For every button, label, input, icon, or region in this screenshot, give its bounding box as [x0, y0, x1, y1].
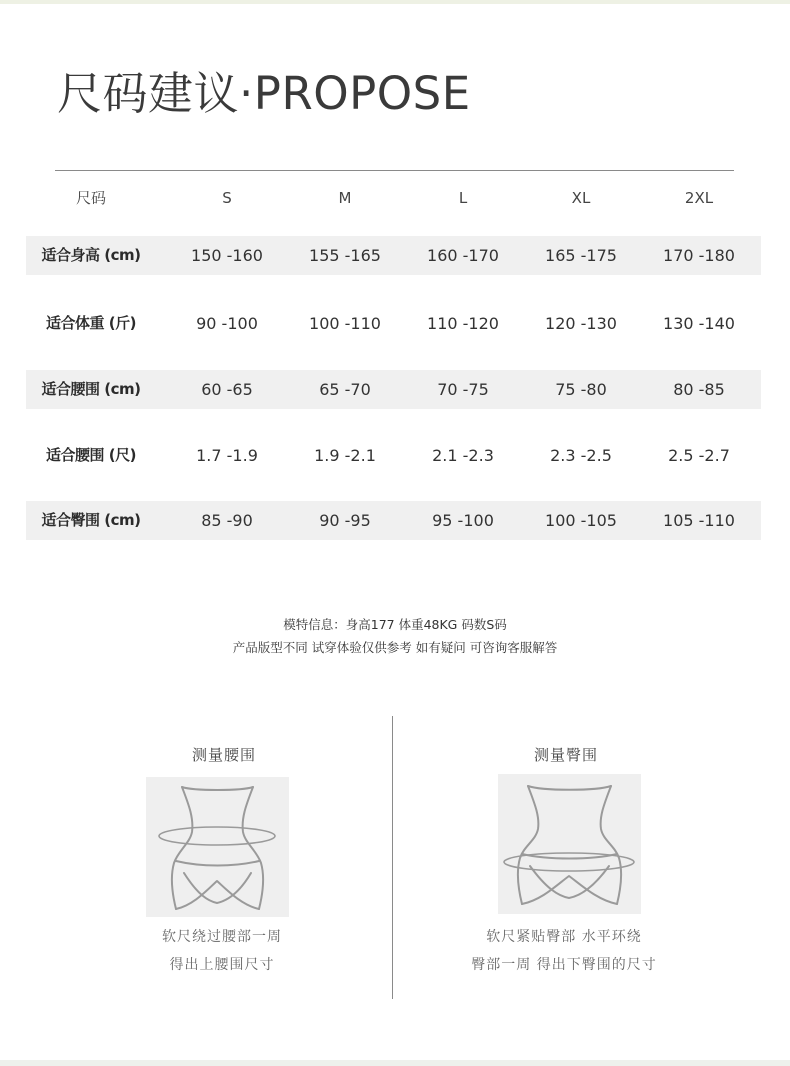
- bottom-border-strip: [0, 1060, 790, 1066]
- table-row-waist-cm: [26, 370, 761, 409]
- waist-measure-figure: [146, 777, 289, 917]
- row-label: 适合臀围 (cm): [41, 511, 141, 529]
- size-m-header: M: [338, 189, 352, 207]
- title-divider: [55, 170, 734, 171]
- hip-measure-figure: [498, 774, 641, 914]
- table-cell: 90 -100: [196, 314, 258, 333]
- waist-caption-line2: 得出上腰围尺寸: [169, 957, 275, 973]
- hip-caption-line1: 软尺紧贴臀部 水平环绕: [486, 929, 642, 945]
- table-cell: 1.7 -1.9: [196, 446, 258, 465]
- table-cell: 170 -180: [663, 246, 735, 265]
- table-cell: 2.1 -2.3: [432, 446, 494, 465]
- row-label: 适合身高 (cm): [41, 246, 141, 264]
- waist-body-outline-icon: [146, 777, 289, 917]
- table-cell: 2.3 -2.5: [550, 446, 612, 465]
- table-row-height: [26, 236, 761, 275]
- table-header-row: [26, 179, 761, 218]
- table-cell: 165 -175: [545, 246, 617, 265]
- model-info-line: 模特信息：身高177 体重48KG 码数S码: [283, 617, 507, 632]
- table-cell: 120 -130: [545, 314, 617, 333]
- table-cell: 60 -65: [201, 380, 253, 399]
- waist-measure-title: 测量腰围: [191, 746, 256, 764]
- table-cell: 95 -100: [432, 511, 494, 530]
- row-label: 适合体重 (斤): [46, 314, 136, 332]
- row-label: 适合腰围 (cm): [41, 380, 141, 398]
- table-row-waist-chi: [26, 436, 761, 475]
- table-cell: 105 -110: [663, 511, 735, 530]
- hip-caption-line2: 臀部一周 得出下臀围的尺寸: [471, 957, 657, 973]
- table-cell: 150 -160: [191, 246, 263, 265]
- waist-caption-line1: 软尺绕过腰部一周: [162, 929, 282, 945]
- table-cell: 160 -170: [427, 246, 499, 265]
- table-cell: 75 -80: [555, 380, 607, 399]
- table-row-hip-cm: [26, 501, 761, 540]
- hip-measure-title: 测量臀围: [533, 746, 598, 764]
- page-title: 尺码建议·PROPOSE: [57, 67, 471, 120]
- table-cell: 100 -105: [545, 511, 617, 530]
- size-l-header: L: [458, 189, 468, 207]
- table-cell: 100 -110: [309, 314, 381, 333]
- table-cell: 130 -140: [663, 314, 735, 333]
- table-cell: 80 -85: [673, 380, 725, 399]
- hip-body-outline-icon: [498, 774, 641, 914]
- table-cell: 2.5 -2.7: [668, 446, 730, 465]
- row-label: 适合腰围 (尺): [46, 446, 136, 464]
- table-cell: 65 -70: [319, 380, 371, 399]
- header-label-cell: 尺码: [75, 189, 106, 207]
- table-row-weight: [26, 304, 761, 343]
- table-cell: 110 -120: [427, 314, 499, 333]
- table-cell: 85 -90: [201, 511, 253, 530]
- size-2xl-header: 2XL: [684, 189, 714, 207]
- disclaimer-line: 产品版型不同 试穿体验仅供参考 如有疑问 可咨询客服解答: [232, 640, 558, 655]
- top-border-strip: [0, 0, 790, 4]
- size-s-header: S: [222, 189, 232, 207]
- panel-divider: [392, 716, 393, 999]
- table-cell: 155 -165: [309, 246, 381, 265]
- size-xl-header: XL: [571, 189, 591, 207]
- table-cell: 1.9 -2.1: [314, 446, 376, 465]
- table-cell: 90 -95: [319, 511, 371, 530]
- table-cell: 70 -75: [437, 380, 489, 399]
